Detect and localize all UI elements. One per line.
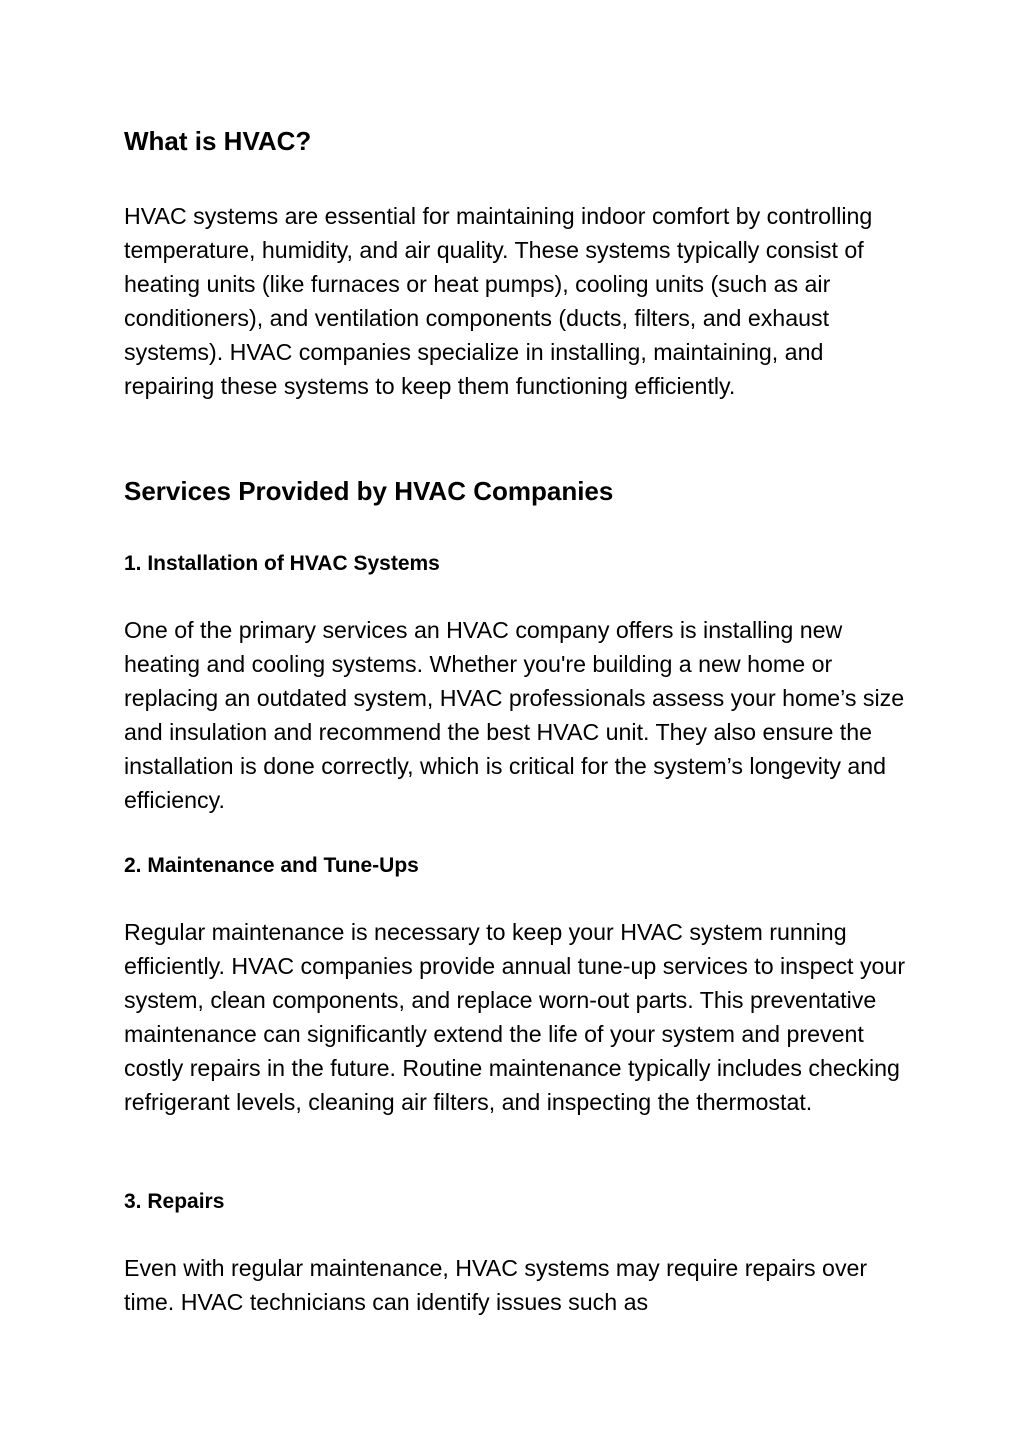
subsection-heading-repairs: 3. Repairs [124,1190,225,1213]
paragraph-repairs: Even with regular maintenance, HVAC systems may require repairs over time. HVAC technicians can identify issues such as [124,1255,868,1315]
section-heading-services: Services Provided by HVAC Companies [124,476,614,506]
paragraph-what-is-hvac: HVAC systems are essential for maintaining indoor comfort by controlling temperature, humidity, and air quality. These systems typically consist of heating units (like furnaces or heat pumps), cooling units (such as air conditioners), and ventilation components (ducts, filters, and exhaust systems). HVAC companies specialize in installing, maintaining, and repairing these systems to keep them functioning efficiently. [124,203,873,399]
section-heading-what-is-hvac: What is HVAC? [124,126,312,156]
paragraph-maintenance: Regular maintenance is necessary to keep your HVAC system running efficiently. HVAC companies provide annual tune-up services to inspect your system, clean components, and replace worn-out parts. This preventative maintenance can significantly extend the life of your system and prevent costly repairs in the future. Routine maintenance typically includes checking refrigerant levels, cleaning air filters, and inspecting the thermostat. [124,919,906,1115]
subsection-heading-installation: 1. Installation of HVAC Systems [124,552,440,575]
subsection-heading-maintenance: 2. Maintenance and Tune-Ups [124,854,419,877]
paragraph-installation: One of the primary services an HVAC company offers is installing new heating and cooling systems. Whether you're building a new home or replacing an outdated system, HVAC professionals assess your home’s size and insulation and recommend the best HVAC unit. They also ensure the installation is done correctly, which is critical for the system’s longevity and efficiency. [124,617,905,813]
